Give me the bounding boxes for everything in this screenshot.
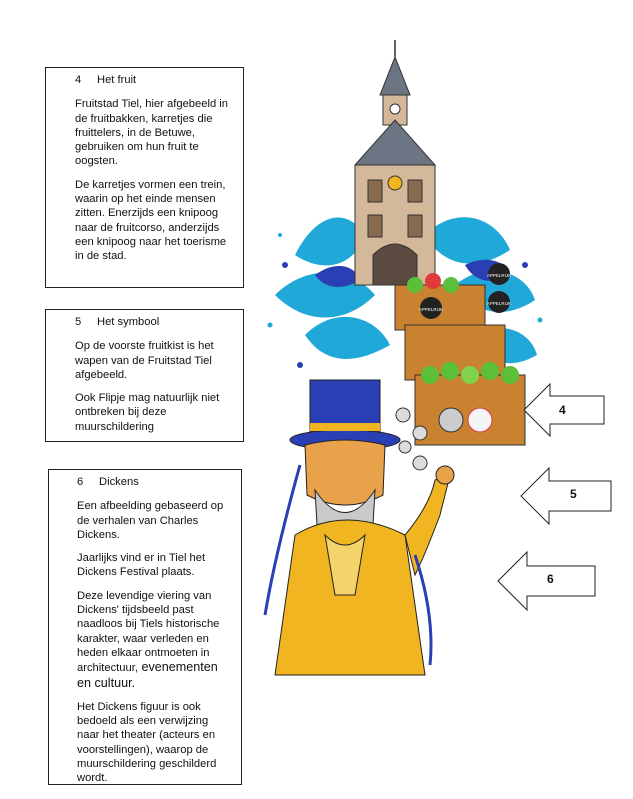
- section-6-paragraph-4: Het Dickens figuur is ook bedoeld als een verwijzing naar het theater (acteurs en voorstellingen), waarop de muurschildering geschilderd wordt.: [77, 700, 217, 785]
- section-6-paragraph-2: Jaarlijks vind er in Tiel het Dickens Festival plaats.: [77, 552, 206, 579]
- section-6-heading: [77, 475, 231, 489]
- callout-arrow-5-label: 5: [570, 487, 577, 501]
- section-5-box: [45, 309, 244, 442]
- section-5-heading: [75, 315, 231, 329]
- section-6-paragraph-3-large: evenementen en cultuur.: [77, 660, 218, 690]
- section-4-paragraph-2: De karretjes vormen een trein, waarin op het einde mensen zitten. Enerzijds een knipoog naar de fruitcorso, anderzijds een knipoog naar het toerisme in de stad.: [75, 178, 227, 263]
- crate-label-1: APPELRIJK: [486, 273, 512, 278]
- section-4-box: [45, 67, 244, 288]
- section-4-paragraph-1: Fruitstad Tiel, hier afgebeeld in de fruitbakken, karretjes die fruittelers, in de Betuwe, gebruiken om hun fruit te oogsten.: [75, 98, 228, 168]
- section-6-paragraph-3-main: Deze levendige viering van Dickens' tijdsbeeld past naadloos bij Tiels historische karakter, waar verleden en heden elkaar ontmoeten in architectuur,: [77, 589, 220, 675]
- section-5-paragraph-2: Ook Flipje mag natuurlijk niet ontbreken bij deze muurschildering: [75, 392, 220, 433]
- left-arrow-icon: [520, 467, 612, 525]
- section-6-box: [48, 469, 242, 785]
- section-4-title: Het fruit: [97, 74, 137, 86]
- crate-label-3: APPELRIJK: [418, 307, 444, 312]
- church-tower: [355, 40, 435, 285]
- section-6-paragraph-3: [77, 589, 231, 691]
- section-4-heading: [75, 73, 231, 87]
- section-6-number: 6: [77, 476, 84, 488]
- crate-label-2: APPELRIJK: [486, 301, 512, 306]
- section-5-paragraph-1: Op de voorste fruitkist is het wapen van de Fruitstad Tiel afgebeeld.: [75, 340, 214, 381]
- callout-arrow-5: [520, 467, 612, 525]
- section-4-number: 4: [75, 74, 82, 86]
- section-6-title: Dickens: [99, 476, 139, 488]
- section-5-title: Het symbool: [97, 316, 160, 328]
- section-5-number: 5: [75, 316, 82, 328]
- callout-arrow-4-label: 4: [559, 403, 566, 417]
- callout-arrow-6: [497, 551, 596, 611]
- callout-arrow-4: [523, 383, 605, 437]
- section-6-paragraph-1: Een afbeelding gebaseerd op de verhalen van Charles Dickens.: [77, 500, 224, 541]
- callout-arrow-6-label: 6: [547, 572, 554, 586]
